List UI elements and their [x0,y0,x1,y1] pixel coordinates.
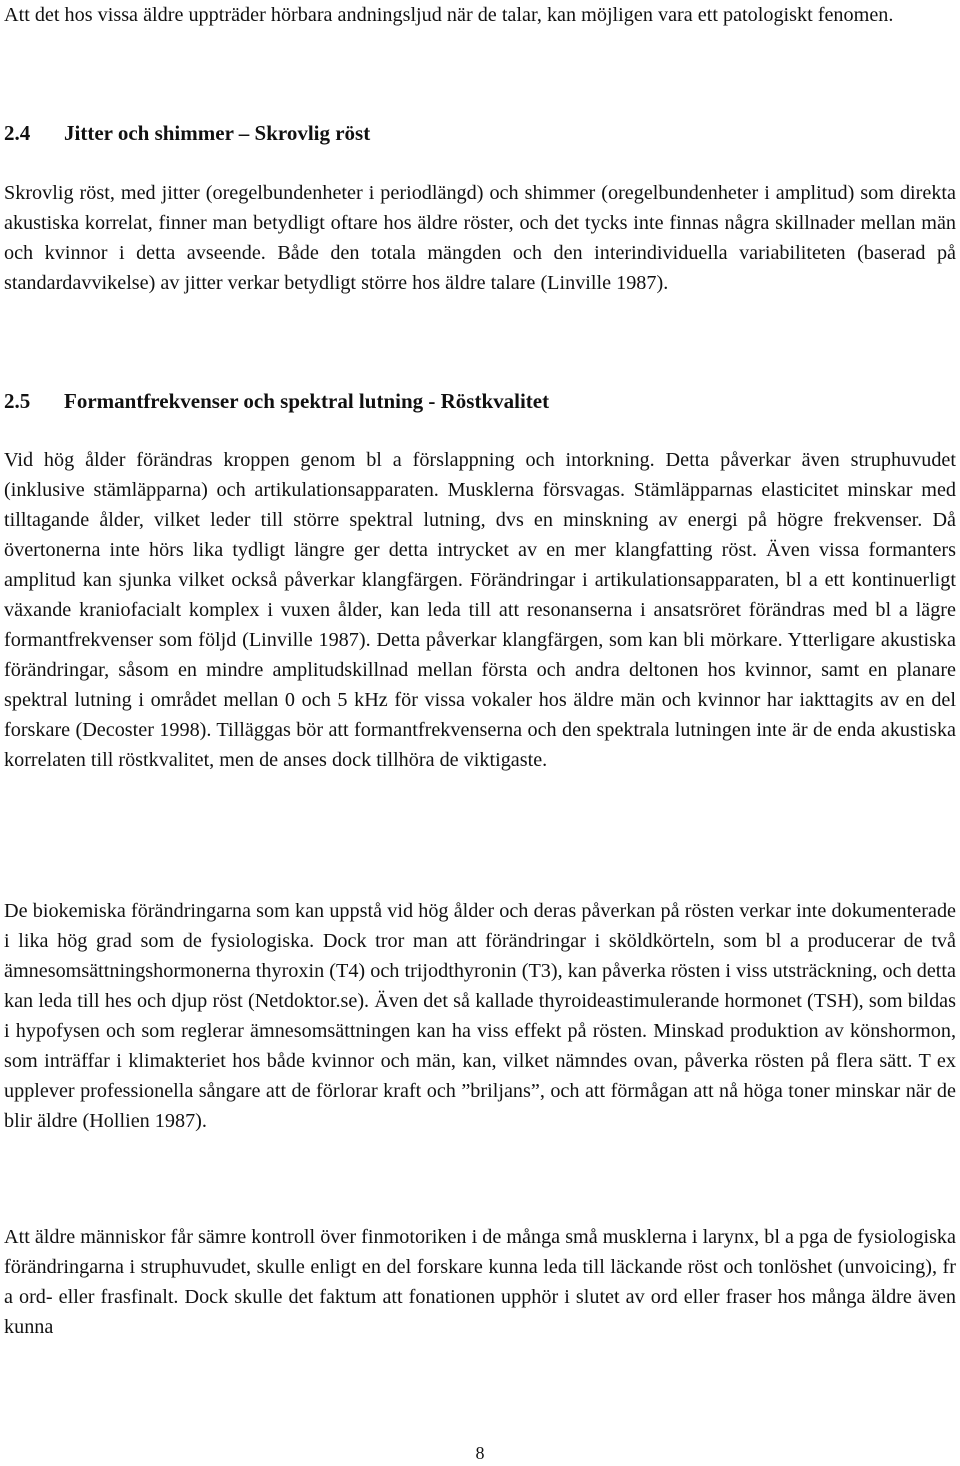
section-heading-2-5 [4,386,956,416]
section-number: 2.4 [4,121,31,145]
paragraph-motor-control: Att äldre människor får sämre kontroll över finmotoriken i de många små musklerna i larynx, bl a pga de fysiologiska förändringarna i struphuvudet, skulle enligt en del forskare kunna leda till läckande röst och tonlöshet (unvoicing), fr a ord- eller frasfinalt. Dock skulle det faktum att fonationen upphör i slutet av ord eller fraser hos många äldre även kunna [4,1226,956,1338]
paragraph-biochemical: De biokemiska förändringarna som kan uppstå vid hög ålder och deras påverkan på rösten verkar inte dokumenterade i lika hög grad som de fysiologiska. Dock tror man att förändringar i sköldkörteln, som bl a producerar de två ämnesomsättningshormonerna thyroxin (T4) och trijodthyronin (T3), kan påverka rösten i viss utsträckning, och detta kan leda till hes och djup röst (Netdoktor.se). Även det så kallade thyroideastimulerande hormonet (TSH), som bildas i hypofysen och som reglerar ämnesomsättningen kan ha viss effekt på rösten. Minskad produktion av könshormon, som inträffar i klimakteriet hos både kvinnor och män, kan, vilket nämndes ovan, påverka rösten på flera sätt. T ex upplever professionella sångare att de förlorar kraft och ”briljans”, och att förmågan att nå höga toner minskar när de blir äldre (Hollien 1987). [4,900,956,1132]
section-title: Jitter och shimmer – Skrovlig röst [64,121,371,145]
document-page [4,0,956,1466]
paragraph-formants: Vid hög ålder förändras kroppen genom bl a förslappning och intorkning. Detta påverkar även struphuvudet (inklusive stämläpparna) och artikulationsapparaten. Musklerna försvagas. Stämläpparnas elasticitet minskar med tilltagande ålder, vilket leder till större spektral lutning, dvs en minskning av energi på högre frekvenser. Då övertonerna inte hörs lika tydligt längre ger detta intrycket av en mer klangfatting röst. Även vissa formanters amplitud kan sjunka vilket också påverkar klangfärgen. Förändringar i artikulationsapparaten, bl a ett kontinuerligt växande kraniofacialt komplex i vuxen ålder, kan leda till att resonanserna i ansatsröret förändras med bl a lägre formantfrekvenser som följd (Linville 1987). Detta påverkar klangfärgen, som kan bli mörkare. Ytterligare akustiska förändringar, såsom en mindre amplitudskillnad mellan första och andra deltonen hos kvinnor, samt en planare spektral lutning i området mellan 0 och 5 kHz för vissa vokaler hos äldre män och kvinnor har iakttagits av en del forskare (Decoster 1998). Tilläggas bör att formantfrekvenserna och den spektrala lutningen inte är de enda akustiska korrelaten till röstkvalitet, men de anses dock tillhöra de viktigaste. [4,449,956,771]
paragraph-jitter-shimmer: Skrovlig röst, med jitter (oregelbundenheter i periodlängd) och shimmer (oregelbundenheter i amplitud) som direkta akustiska korrelat, finner man betydligt oftare hos äldre röster, och det tycks inte finnas några skillnader mellan män och kvinnor i detta avseende. Både den totala mängden och den interindividuella variabiliteten (baserad på standardavvikelse) av jitter verkar betydligt större hos äldre talare (Linville 1987). [4,182,956,294]
section-number: 2.5 [4,389,31,413]
paragraph-breathing: Att det hos vissa äldre uppträder hörbara andningsljud när de talar, kan möjligen vara ett patologiskt fenomen. [4,4,894,26]
page-number: 8 [475,1443,485,1463]
section-heading-2-4 [4,118,956,148]
section-title: Formantfrekvenser och spektral lutning - Röstkvalitet [64,389,550,413]
